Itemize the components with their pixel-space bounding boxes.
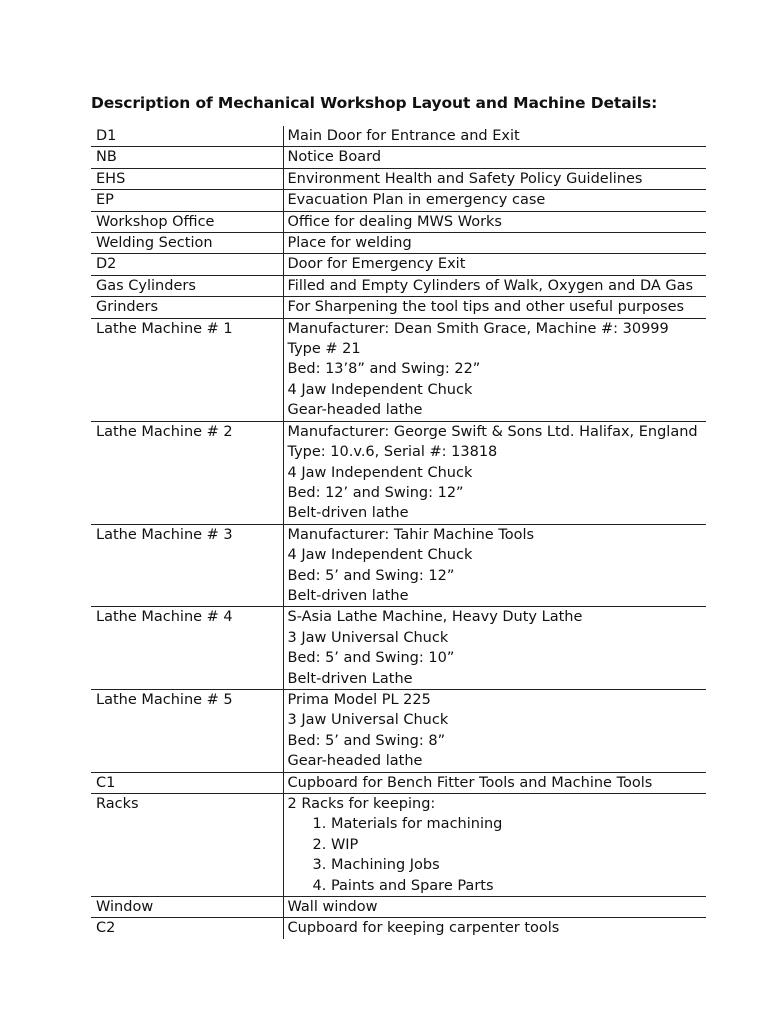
row-key: Lathe Machine # 1 — [91, 318, 283, 421]
row-description — [283, 794, 706, 897]
description-line: Environment Health and Safety Policy Guidelines — [287, 170, 643, 187]
row-key: Lathe Machine # 5 — [91, 689, 283, 772]
row-description — [283, 524, 706, 607]
description-line: 3 Jaw Universal Chuck — [287, 712, 449, 729]
description-line: Prima Model PL 225 — [287, 691, 431, 708]
row-description — [283, 190, 706, 211]
table-body — [91, 126, 706, 939]
row-description — [283, 168, 706, 189]
table-row — [91, 794, 706, 897]
row-description — [283, 318, 706, 421]
description-line: Main Door for Entrance and Exit — [287, 128, 520, 144]
description-line: Belt-driven lathe — [287, 505, 409, 522]
description-line: For Sharpening the tool tips and other useful purposes — [287, 299, 685, 316]
description-line: Notice Board — [287, 149, 382, 166]
table-row — [91, 275, 706, 296]
row-description — [283, 254, 706, 275]
description-line: 4 Jaw Independent Chuck — [287, 547, 473, 564]
row-description — [283, 897, 706, 918]
description-line: Manufacturer: Dean Smith Grace, Machine #: 30999 — [287, 320, 669, 337]
description-line: Bed: 5’ and Swing: 8” — [287, 732, 446, 749]
document-title: Description of Mechanical Workshop Layout and Machine Details: — [91, 94, 658, 112]
row-key: Lathe Machine # 4 — [91, 607, 283, 690]
table-row — [91, 524, 706, 607]
row-description — [283, 918, 706, 939]
row-key: D2 — [91, 254, 283, 275]
description-line: Evacuation Plan in emergency case — [287, 192, 546, 209]
table-row — [91, 190, 706, 211]
table-row — [91, 421, 706, 524]
table-row — [91, 772, 706, 793]
row-key: Workshop Office — [91, 211, 283, 232]
numbered-list-item: 1. Materials for machining — [312, 816, 503, 833]
description-line: Bed: 5’ and Swing: 12” — [287, 567, 455, 584]
row-key: EP — [91, 190, 283, 211]
description-line: Belt-driven Lathe — [287, 670, 413, 687]
table-row — [91, 211, 706, 232]
description-line: Type: 10.v.6, Serial #: 13818 — [287, 444, 498, 461]
description-line: Filled and Empty Cylinders of Walk, Oxygen and DA Gas — [287, 277, 694, 294]
row-key: Gas Cylinders — [91, 275, 283, 296]
table-row — [91, 297, 706, 318]
row-description — [283, 297, 706, 318]
description-line: Manufacturer: George Swift & Sons Ltd. Halifax, England — [287, 423, 698, 440]
description-line: Cupboard for keeping carpenter tools — [287, 920, 560, 937]
description-line: Manufacturer: Tahir Machine Tools — [287, 526, 535, 543]
table-row — [91, 607, 706, 690]
row-description — [283, 275, 706, 296]
row-key: Window — [91, 897, 283, 918]
row-description — [283, 147, 706, 168]
description-line: 4 Jaw Independent Chuck — [287, 464, 473, 481]
numbered-list-item: 4. Paints and Spare Parts — [312, 877, 494, 894]
row-description — [283, 607, 706, 690]
row-description — [283, 126, 706, 147]
row-description — [283, 211, 706, 232]
description-line: 4 Jaw Independent Chuck — [287, 381, 473, 398]
table-row — [91, 918, 706, 939]
description-line: Door for Emergency Exit — [287, 256, 466, 273]
description-line: Cupboard for Bench Fitter Tools and Machine Tools — [287, 774, 653, 791]
description-line: Place for welding — [287, 235, 412, 252]
description-line: Bed: 13’8” and Swing: 22” — [287, 361, 481, 378]
row-key: C2 — [96, 920, 116, 937]
table-row — [91, 689, 706, 772]
description-line: Bed: 12’ and Swing: 12” — [287, 484, 464, 501]
row-key: NB — [91, 147, 283, 168]
row-key: Lathe Machine # 3 — [91, 524, 283, 607]
description-line: Belt-driven lathe — [287, 587, 409, 604]
row-key: C1 — [91, 772, 283, 793]
description-line: Bed: 5’ and Swing: 10” — [287, 650, 455, 667]
table-row — [91, 897, 706, 918]
row-key: D1 — [91, 126, 283, 147]
table-row — [91, 233, 706, 254]
description-line: Gear-headed lathe — [287, 402, 423, 419]
table-row — [91, 318, 706, 421]
row-key: EHS — [91, 168, 283, 189]
description-line: Gear-headed lathe — [287, 753, 423, 770]
description-line: Office for dealing MWS Works — [287, 213, 502, 230]
row-description — [283, 421, 706, 524]
table-row — [91, 168, 706, 189]
row-description — [283, 689, 706, 772]
table-row — [91, 147, 706, 168]
row-description — [283, 233, 706, 254]
numbered-list-item: 2. WIP — [312, 836, 359, 853]
description-line: 2 Racks for keeping: — [287, 796, 436, 812]
table-row — [91, 126, 706, 147]
description-line: Type # 21 — [287, 341, 361, 358]
row-key: Racks — [91, 794, 283, 897]
table-row — [91, 254, 706, 275]
description-line: S-Asia Lathe Machine, Heavy Duty Lathe — [287, 609, 583, 626]
description-line: Wall window — [287, 899, 378, 916]
row-key: Welding Section — [91, 233, 283, 254]
workshop-details-table — [91, 126, 706, 939]
row-description — [283, 772, 706, 793]
row-key: Lathe Machine # 2 — [91, 421, 283, 524]
description-line: 3 Jaw Universal Chuck — [287, 629, 449, 646]
row-key: Grinders — [91, 297, 283, 318]
numbered-list-item: 3. Machining Jobs — [312, 857, 440, 874]
